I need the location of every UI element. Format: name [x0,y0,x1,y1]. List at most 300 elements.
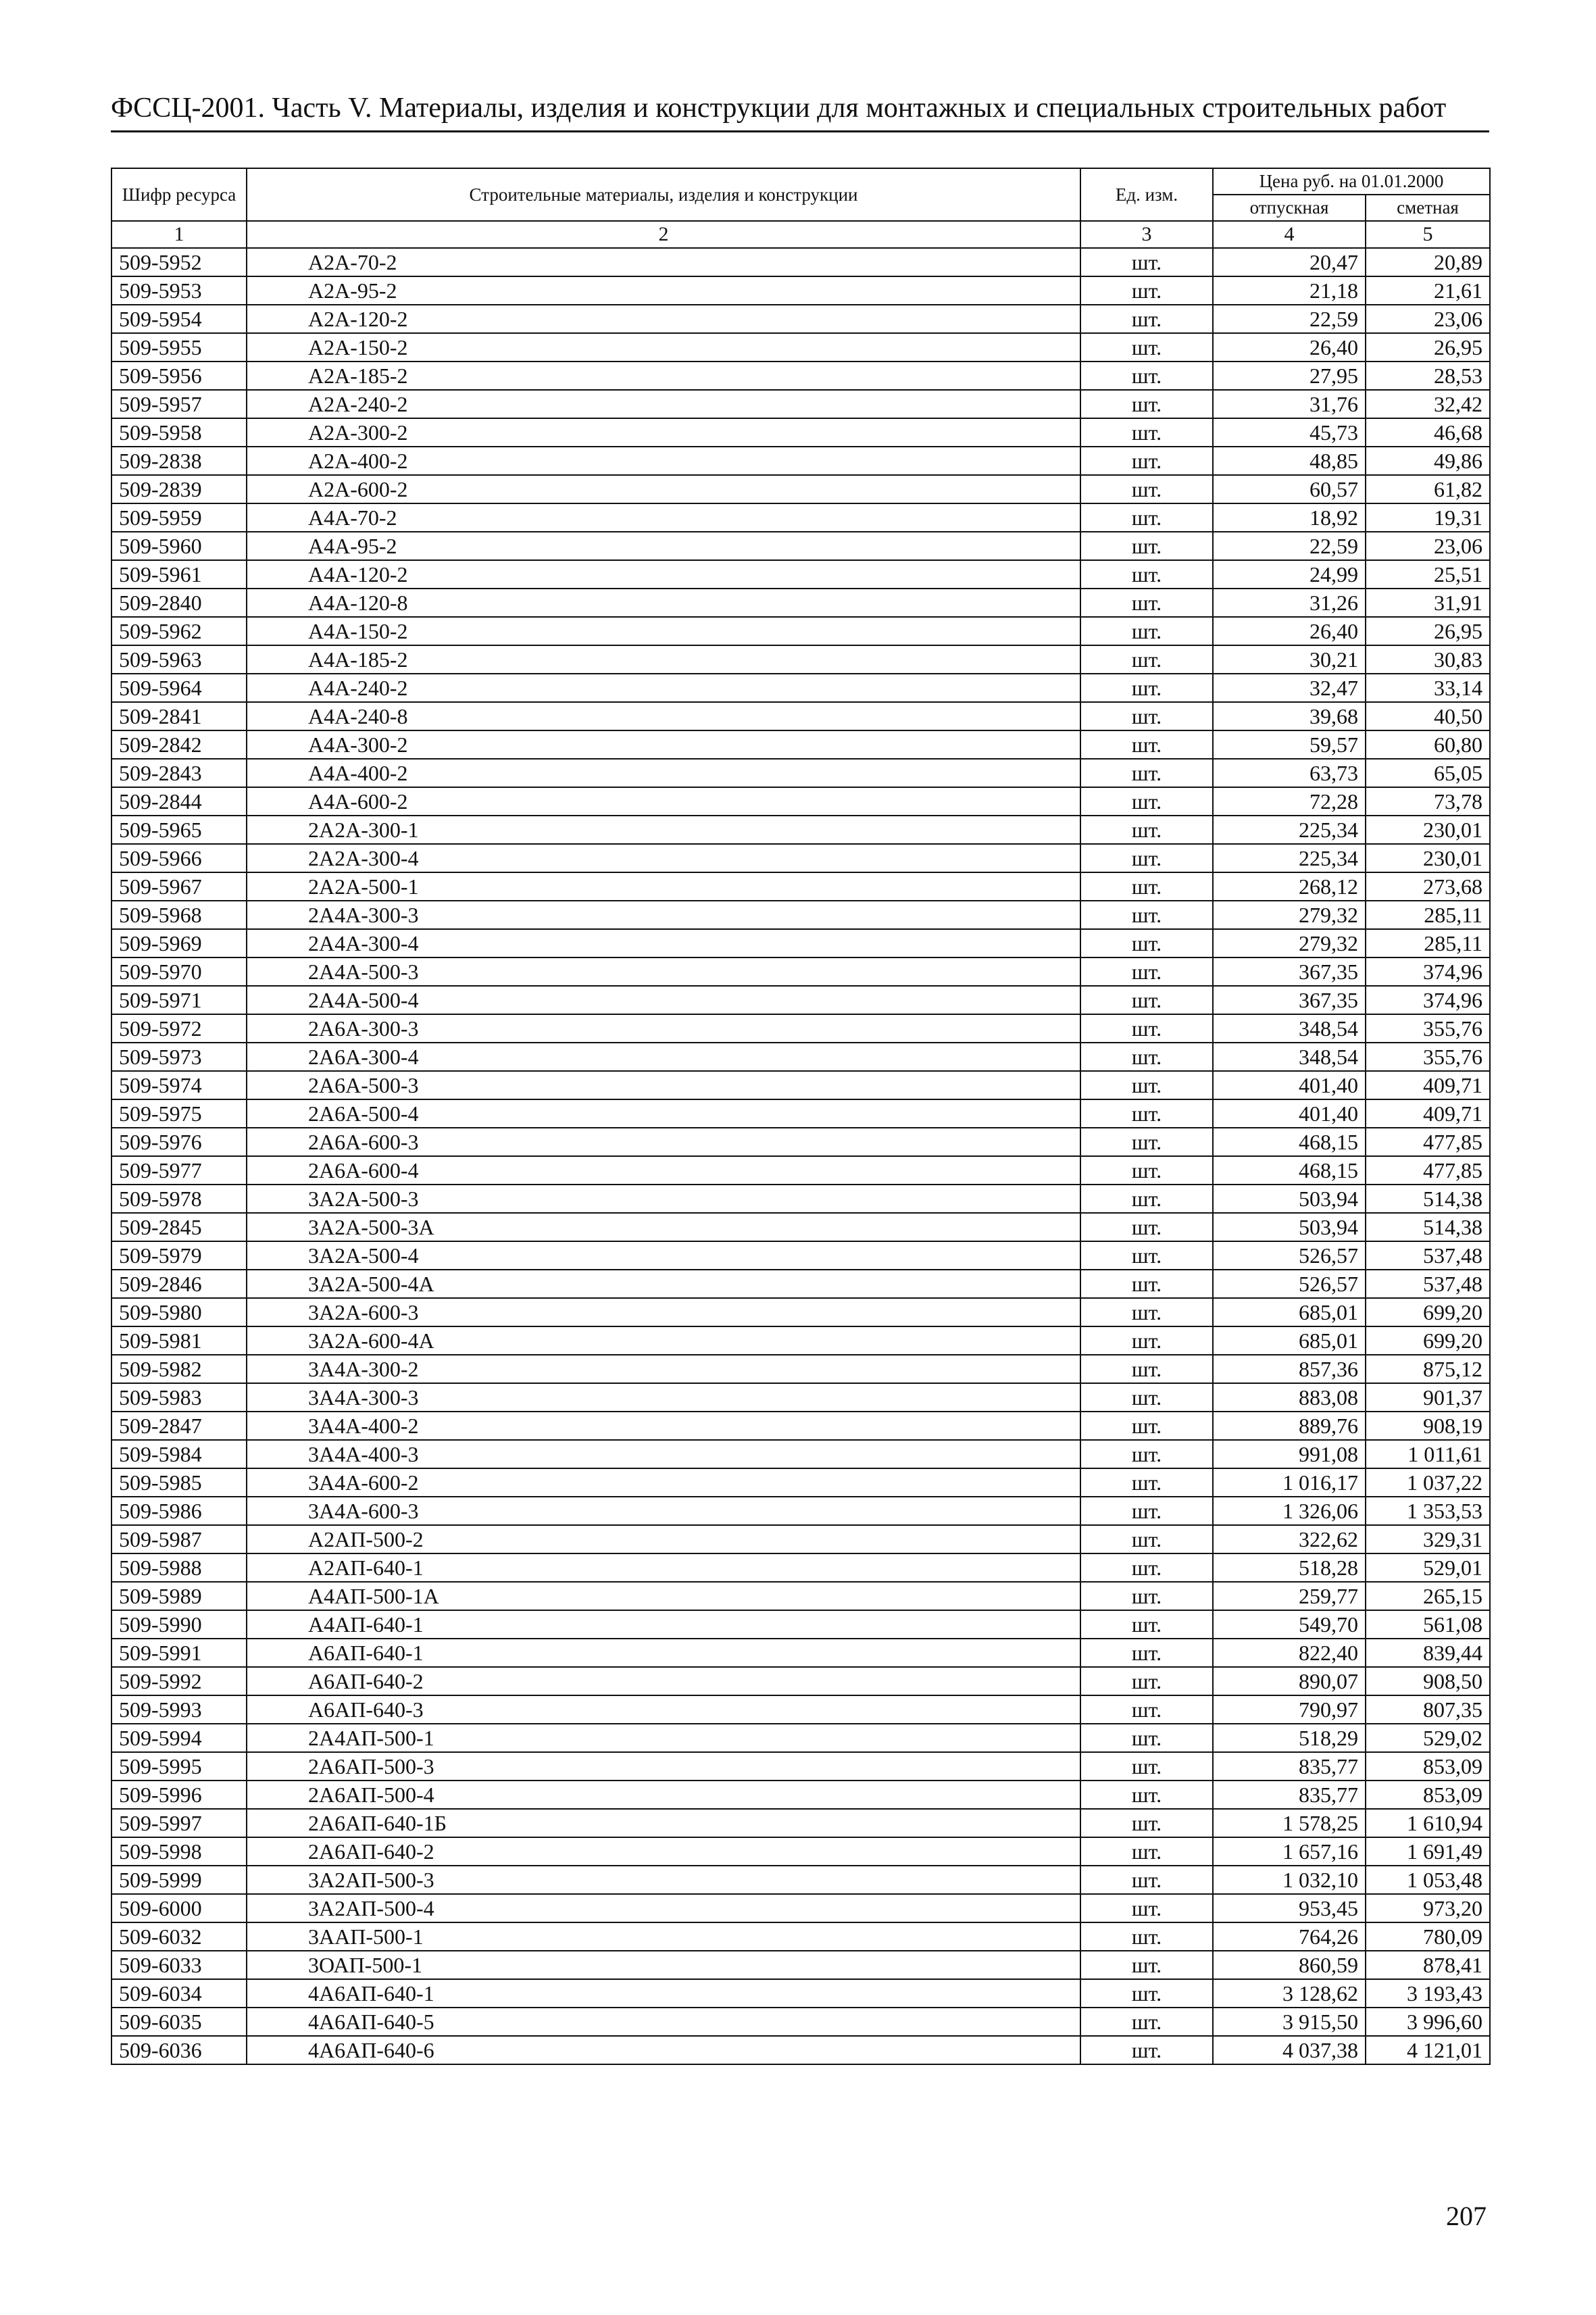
price-estimate: 561,08 [1366,1610,1490,1639]
resource-code: 509-5970 [111,957,247,986]
price-release: 835,77 [1213,1781,1366,1809]
unit: шт. [1080,901,1213,929]
header-price-release: отпускная [1213,195,1366,221]
price-estimate: 973,20 [1366,1894,1490,1922]
price-estimate: 514,38 [1366,1213,1490,1241]
table-row [111,844,1490,872]
price-estimate: 61,82 [1366,475,1490,503]
resource-code: 509-5958 [111,418,247,447]
resource-code: 509-5967 [111,872,247,901]
unit: шт. [1080,1724,1213,1752]
price-release: 27,95 [1213,362,1366,390]
price-release: 22,59 [1213,305,1366,333]
price-estimate: 49,86 [1366,447,1490,475]
material-name: А4А-185-2 [247,645,1080,674]
price-release: 857,36 [1213,1355,1366,1383]
price-estimate: 40,50 [1366,702,1490,730]
unit: шт. [1080,1383,1213,1412]
resource-code: 509-5956 [111,362,247,390]
table-row [111,702,1490,730]
material-name: А4А-95-2 [247,532,1080,560]
header-row [111,168,1490,195]
table-row [111,1241,1490,1270]
material-name: 3А2А-600-4А [247,1326,1080,1355]
table-row [111,475,1490,503]
resource-code: 509-5968 [111,901,247,929]
price-estimate: 355,76 [1366,1043,1490,1071]
price-estimate: 1 011,61 [1366,1440,1490,1468]
price-release: 21,18 [1213,276,1366,305]
resource-code: 509-5977 [111,1156,247,1185]
price-release: 225,34 [1213,816,1366,844]
unit: шт. [1080,702,1213,730]
resource-code: 509-5964 [111,674,247,702]
resource-code: 509-5969 [111,929,247,957]
price-estimate: 28,53 [1366,362,1490,390]
material-name: 2А4А-500-3 [247,957,1080,986]
column-number: 5 [1366,221,1490,248]
price-release: 22,59 [1213,532,1366,560]
price-estimate: 409,71 [1366,1071,1490,1099]
table-row [111,447,1490,475]
material-name: 3А2А-500-4 [247,1241,1080,1270]
material-name: 3А2АП-500-4 [247,1894,1080,1922]
unit: шт. [1080,957,1213,986]
price-release: 468,15 [1213,1128,1366,1156]
resource-code: 509-2847 [111,1412,247,1440]
unit: шт. [1080,1639,1213,1667]
table-row [111,1213,1490,1241]
resource-code: 509-6032 [111,1922,247,1951]
price-release: 39,68 [1213,702,1366,730]
price-release: 31,26 [1213,589,1366,617]
price-release: 348,54 [1213,1043,1366,1071]
table-row [111,1724,1490,1752]
price-release: 822,40 [1213,1639,1366,1667]
column-number: 1 [111,221,247,248]
price-estimate: 908,50 [1366,1667,1490,1695]
price-release: 953,45 [1213,1894,1366,1922]
table-row [111,759,1490,787]
price-release: 764,26 [1213,1922,1366,1951]
resource-code: 509-5982 [111,1355,247,1383]
price-release: 526,57 [1213,1270,1366,1298]
resource-code: 509-6033 [111,1951,247,1979]
resource-code: 509-5991 [111,1639,247,1667]
material-name: 4А6АП-640-5 [247,2008,1080,2036]
resource-code: 509-5987 [111,1525,247,1553]
price-release: 549,70 [1213,1610,1366,1639]
resource-code: 509-2846 [111,1270,247,1298]
material-name: А2А-400-2 [247,447,1080,475]
price-estimate: 230,01 [1366,844,1490,872]
table-row [111,532,1490,560]
price-release: 279,32 [1213,929,1366,957]
price-release: 348,54 [1213,1014,1366,1043]
resource-code: 509-2841 [111,702,247,730]
price-estimate: 30,83 [1366,645,1490,674]
resource-code: 509-5962 [111,617,247,645]
price-estimate: 230,01 [1366,816,1490,844]
unit: шт. [1080,276,1213,305]
material-name: А4А-150-2 [247,617,1080,645]
resource-code: 509-6036 [111,2036,247,2064]
material-name: 3А4А-300-2 [247,1355,1080,1383]
table-row [111,305,1490,333]
price-release: 225,34 [1213,844,1366,872]
material-name: 2А6А-500-4 [247,1099,1080,1128]
unit: шт. [1080,1440,1213,1468]
unit: шт. [1080,929,1213,957]
resource-code: 509-5997 [111,1809,247,1837]
price-estimate: 65,05 [1366,759,1490,787]
resource-code: 509-5996 [111,1781,247,1809]
header-name: Строительные материалы, изделия и конструкции [247,168,1080,221]
table-row [111,872,1490,901]
unit: шт. [1080,1099,1213,1128]
table-row [111,816,1490,844]
table-row [111,1185,1490,1213]
resource-code: 509-5974 [111,1071,247,1099]
unit: шт. [1080,1809,1213,1837]
unit: шт. [1080,1326,1213,1355]
table-row [111,2036,1490,2064]
material-name: 2А4АП-500-1 [247,1724,1080,1752]
resource-code: 509-5975 [111,1099,247,1128]
price-release: 279,32 [1213,901,1366,929]
price-estimate: 529,02 [1366,1724,1490,1752]
unit: шт. [1080,503,1213,532]
price-release: 503,94 [1213,1213,1366,1241]
table-row [111,674,1490,702]
column-number-row [111,221,1490,248]
price-release: 31,76 [1213,390,1366,418]
material-name: 3ОАП-500-1 [247,1951,1080,1979]
material-name: 2А2А-300-4 [247,844,1080,872]
price-release: 1 032,10 [1213,1866,1366,1894]
material-name: 2А2А-500-1 [247,872,1080,901]
material-name: А2АП-640-1 [247,1553,1080,1582]
price-estimate: 878,41 [1366,1951,1490,1979]
material-name: А2А-150-2 [247,333,1080,362]
resource-code: 509-2838 [111,447,247,475]
price-estimate: 477,85 [1366,1156,1490,1185]
price-release: 526,57 [1213,1241,1366,1270]
table-row [111,1922,1490,1951]
unit: шт. [1080,305,1213,333]
price-estimate: 409,71 [1366,1099,1490,1128]
unit: шт. [1080,1752,1213,1781]
resource-code: 509-5952 [111,248,247,276]
price-estimate: 477,85 [1366,1128,1490,1156]
price-release: 259,77 [1213,1582,1366,1610]
unit: шт. [1080,447,1213,475]
table-row [111,362,1490,390]
resource-code: 509-5953 [111,276,247,305]
table-row [111,276,1490,305]
price-estimate: 32,42 [1366,390,1490,418]
price-estimate: 3 996,60 [1366,2008,1490,2036]
material-name: А4АП-640-1 [247,1610,1080,1639]
price-release: 883,08 [1213,1383,1366,1412]
price-release: 889,76 [1213,1412,1366,1440]
price-release: 835,77 [1213,1752,1366,1781]
unit: шт. [1080,1667,1213,1695]
resource-code: 509-5988 [111,1553,247,1582]
resource-code: 509-5979 [111,1241,247,1270]
material-name: 2А6АП-640-1Б [247,1809,1080,1837]
price-estimate: 807,35 [1366,1695,1490,1724]
unit: шт. [1080,1241,1213,1270]
price-release: 468,15 [1213,1156,1366,1185]
price-release: 790,97 [1213,1695,1366,1724]
unit: шт. [1080,1185,1213,1213]
price-estimate: 514,38 [1366,1185,1490,1213]
resource-code: 509-5985 [111,1468,247,1497]
price-estimate: 537,48 [1366,1241,1490,1270]
resource-code: 509-5981 [111,1326,247,1355]
price-release: 518,29 [1213,1724,1366,1752]
price-table [111,168,1491,2065]
material-name: 4А6АП-640-6 [247,2036,1080,2064]
price-estimate: 699,20 [1366,1298,1490,1326]
header-unit: Ед. изм. [1080,168,1213,221]
price-estimate: 1 053,48 [1366,1866,1490,1894]
resource-code: 509-5980 [111,1298,247,1326]
material-name: А6АП-640-1 [247,1639,1080,1667]
material-name: А2А-95-2 [247,276,1080,305]
resource-code: 509-2843 [111,759,247,787]
resource-code: 509-5954 [111,305,247,333]
table-row [111,1156,1490,1185]
material-name: А4А-120-8 [247,589,1080,617]
price-release: 30,21 [1213,645,1366,674]
resource-code: 509-2845 [111,1213,247,1241]
price-estimate: 25,51 [1366,560,1490,589]
unit: шт. [1080,1043,1213,1071]
table-row [111,901,1490,929]
table-row [111,2008,1490,2036]
price-estimate: 1 691,49 [1366,1837,1490,1866]
table-row [111,1525,1490,1553]
resource-code: 509-5976 [111,1128,247,1156]
table-row [111,1781,1490,1809]
table-row [111,589,1490,617]
table-row [111,730,1490,759]
resource-code: 509-6000 [111,1894,247,1922]
unit: шт. [1080,1497,1213,1525]
price-estimate: 355,76 [1366,1014,1490,1043]
material-name: А6АП-640-3 [247,1695,1080,1724]
resource-code: 509-5995 [111,1752,247,1781]
table-row [111,503,1490,532]
unit: шт. [1080,1298,1213,1326]
table-row [111,1270,1490,1298]
resource-code: 509-5983 [111,1383,247,1412]
price-release: 860,59 [1213,1951,1366,1979]
material-name: А4А-70-2 [247,503,1080,532]
price-release: 890,07 [1213,1667,1366,1695]
price-estimate: 26,95 [1366,617,1490,645]
price-estimate: 273,68 [1366,872,1490,901]
material-name: А4А-600-2 [247,787,1080,816]
resource-code: 509-5999 [111,1866,247,1894]
unit: шт. [1080,1128,1213,1156]
resource-code: 509-5961 [111,560,247,589]
price-estimate: 329,31 [1366,1525,1490,1553]
unit: шт. [1080,1213,1213,1241]
unit: шт. [1080,1525,1213,1553]
price-estimate: 265,15 [1366,1582,1490,1610]
table-row [111,1326,1490,1355]
material-name: А2А-120-2 [247,305,1080,333]
resource-code: 509-5965 [111,816,247,844]
price-estimate: 875,12 [1366,1355,1490,1383]
table-row [111,1951,1490,1979]
unit: шт. [1080,1071,1213,1099]
unit: шт. [1080,1922,1213,1951]
resource-code: 509-5957 [111,390,247,418]
table-row [111,1099,1490,1128]
price-release: 24,99 [1213,560,1366,589]
price-release: 322,62 [1213,1525,1366,1553]
material-name: 2А4А-500-4 [247,986,1080,1014]
price-estimate: 537,48 [1366,1270,1490,1298]
header-price-group: Цена руб. на 01.01.2000 [1213,168,1490,195]
price-release: 32,47 [1213,674,1366,702]
table-row [111,986,1490,1014]
price-estimate: 1 353,53 [1366,1497,1490,1525]
unit: шт. [1080,333,1213,362]
price-release: 72,28 [1213,787,1366,816]
table-row [111,1610,1490,1639]
material-name: 3А2А-500-4А [247,1270,1080,1298]
price-release: 685,01 [1213,1298,1366,1326]
column-number: 4 [1213,221,1366,248]
material-name: 3А4А-400-2 [247,1412,1080,1440]
price-release: 518,28 [1213,1553,1366,1582]
unit: шт. [1080,362,1213,390]
table-row [111,390,1490,418]
unit: шт. [1080,475,1213,503]
material-name: 3ААП-500-1 [247,1922,1080,1951]
price-estimate: 285,11 [1366,901,1490,929]
unit: шт. [1080,645,1213,674]
price-estimate: 33,14 [1366,674,1490,702]
table-body [111,248,1490,2064]
price-release: 48,85 [1213,447,1366,475]
unit: шт. [1080,1553,1213,1582]
unit: шт. [1080,1014,1213,1043]
table-row [111,1979,1490,2008]
unit: шт. [1080,986,1213,1014]
table-row [111,333,1490,362]
price-release: 401,40 [1213,1071,1366,1099]
price-estimate: 1 610,94 [1366,1809,1490,1837]
resource-code: 509-5990 [111,1610,247,1639]
material-name: А2А-300-2 [247,418,1080,447]
resource-code: 509-6034 [111,1979,247,2008]
material-name: А2А-185-2 [247,362,1080,390]
price-release: 45,73 [1213,418,1366,447]
resource-code: 509-6035 [111,2008,247,2036]
table-row [111,1468,1490,1497]
material-name: 3А4А-600-3 [247,1497,1080,1525]
price-estimate: 73,78 [1366,787,1490,816]
material-name: 3А4А-600-2 [247,1468,1080,1497]
table-row [111,957,1490,986]
table-row [111,617,1490,645]
material-name: 3А4А-400-3 [247,1440,1080,1468]
resource-code: 509-2839 [111,475,247,503]
price-release: 991,08 [1213,1440,1366,1468]
unit: шт. [1080,418,1213,447]
table-row [111,1667,1490,1695]
table-row [111,1440,1490,1468]
unit: шт. [1080,1582,1213,1610]
unit: шт. [1080,816,1213,844]
resource-code: 509-5955 [111,333,247,362]
price-estimate: 839,44 [1366,1639,1490,1667]
resource-code: 509-5960 [111,532,247,560]
price-estimate: 23,06 [1366,532,1490,560]
table-row [111,1355,1490,1383]
resource-code: 509-5971 [111,986,247,1014]
unit: шт. [1080,560,1213,589]
price-release: 3 128,62 [1213,1979,1366,2008]
price-release: 18,92 [1213,503,1366,532]
table-row [111,1894,1490,1922]
price-release: 401,40 [1213,1099,1366,1128]
table-row [111,1497,1490,1525]
page-number: 207 [1446,2201,1487,2231]
unit: шт. [1080,1156,1213,1185]
resource-code: 509-5966 [111,844,247,872]
column-number: 2 [247,221,1080,248]
column-number: 3 [1080,221,1213,248]
price-release: 268,12 [1213,872,1366,901]
unit: шт. [1080,1468,1213,1497]
price-estimate: 285,11 [1366,929,1490,957]
material-name: 2А4А-300-3 [247,901,1080,929]
table-row [111,1752,1490,1781]
price-estimate: 374,96 [1366,986,1490,1014]
table-row [111,1383,1490,1412]
material-name: 2А6АП-640-2 [247,1837,1080,1866]
price-estimate: 46,68 [1366,418,1490,447]
table-row [111,1837,1490,1866]
price-estimate: 529,01 [1366,1553,1490,1582]
resource-code: 509-2840 [111,589,247,617]
resource-code: 509-5972 [111,1014,247,1043]
header-code: Шифр ресурса [111,168,247,221]
table-row [111,560,1490,589]
unit: шт. [1080,589,1213,617]
price-release: 26,40 [1213,617,1366,645]
price-release: 1 578,25 [1213,1809,1366,1837]
material-name: А4А-120-2 [247,560,1080,589]
resource-code: 509-5973 [111,1043,247,1071]
table-row [111,1071,1490,1099]
unit: шт. [1080,844,1213,872]
material-name: 2А6АП-500-3 [247,1752,1080,1781]
price-estimate: 26,95 [1366,333,1490,362]
resource-code: 509-5994 [111,1724,247,1752]
table-row [111,787,1490,816]
material-name: А2А-70-2 [247,248,1080,276]
material-name: 2А6А-300-3 [247,1014,1080,1043]
table-row [111,1014,1490,1043]
